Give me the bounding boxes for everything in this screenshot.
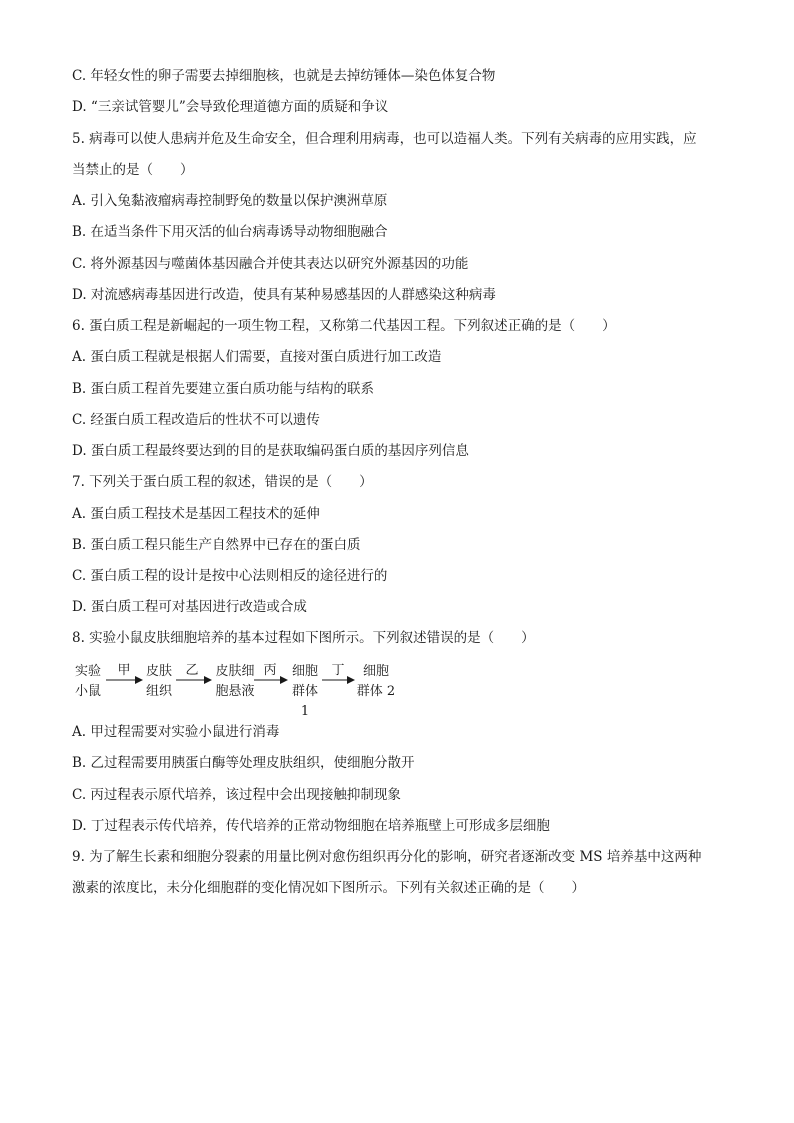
option-a-q8: A. 甲过程需要对实验小鼠进行消毒 bbox=[72, 724, 280, 740]
option-d-q5: D. 对流感病毒基因进行改造，使具有某种易感基因的人群感染这种病毒 bbox=[72, 287, 496, 303]
option-b-q7: B. 蛋白质工程只能生产自然界中已存在的蛋白质 bbox=[72, 537, 361, 553]
option-b-q5: B. 在适当条件下用灭活的仙台病毒诱导动物细胞融合 bbox=[72, 224, 388, 240]
node-cell-population-2-top: 细胞 bbox=[362, 664, 389, 679]
option-a-q5: A. 引入兔黏液瘤病毒控制野兔的数量以保护澳洲草原 bbox=[72, 193, 388, 209]
option-d-q7: D. 蛋白质工程可对基因进行改造或合成 bbox=[72, 599, 307, 615]
option-c-q6: C. 经蛋白质工程改造后的性状不可以遗传 bbox=[72, 412, 320, 428]
option-d-q8: D. 丁过程表示传代培养，传代培养的正常动物细胞在培养瓶壁上可形成多层细胞 bbox=[72, 818, 550, 834]
node-cell-suspension-top: 皮肤细 bbox=[215, 664, 255, 679]
question-8-stem: 8. 实验小鼠皮肤细胞培养的基本过程如下图所示。下列叙述错误的是（ ） bbox=[72, 630, 535, 646]
question-5-stem: 5. 病毒可以使人患病并危及生命安全，但合理利用病毒，也可以造福人类。下列有关病毒的应用实践，应 bbox=[72, 131, 697, 147]
node-cell-suspension-bottom: 胞悬液 bbox=[215, 684, 255, 699]
question-7-stem: 7. 下列关于蛋白质工程的叙述，错误的是（ ） bbox=[72, 474, 373, 490]
option-c-q7: C. 蛋白质工程的设计是按中心法则相反的途径进行的 bbox=[72, 568, 388, 584]
question-9-stem-cont: 激素的浓度比，未分化细胞群的变化情况如下图所示。下列有关叙述正确的是（ ） bbox=[72, 880, 585, 896]
option-d-q4: D. “三亲试管婴儿”会导致伦理道德方面的质疑和争议 bbox=[72, 99, 389, 115]
node-mouse-top: 实验 bbox=[74, 664, 101, 679]
step-label-yi: 乙 bbox=[185, 663, 199, 678]
culture-process-diagram bbox=[72, 662, 472, 719]
node-cell-population-2-bottom: 群体 2 bbox=[356, 684, 396, 699]
node-cell-population-1-top: 细胞 bbox=[291, 664, 318, 679]
option-c-q4: C. 年轻女性的卵子需要去掉细胞核，也就是去掉纺锤体—染色体复合物 bbox=[72, 68, 496, 84]
option-b-q6: B. 蛋白质工程首先要建立蛋白质功能与结构的联系 bbox=[72, 381, 375, 397]
node-cell-population-1-bottom: 群体 1 bbox=[291, 684, 318, 719]
question-5-stem-cont: 当禁止的是（ ） bbox=[72, 162, 194, 178]
option-c-q5: C. 将外源基因与噬菌体基因融合并使其表达以研究外源基因的功能 bbox=[72, 256, 469, 272]
option-b-q8: B. 乙过程需要用胰蛋白酶等处理皮肤组织，使细胞分散开 bbox=[72, 755, 415, 771]
node-skin-tissue-top: 皮肤 bbox=[145, 664, 172, 679]
option-d-q6: D. 蛋白质工程最终要达到的目的是获取编码蛋白质的基因序列信息 bbox=[72, 443, 469, 459]
step-label-bing: 丙 bbox=[263, 663, 277, 678]
option-a-q7: A. 蛋白质工程技术是基因工程技术的延伸 bbox=[72, 506, 320, 522]
question-6-stem: 6. 蛋白质工程是新崛起的一项生物工程，又称第二代基因工程。下列叙述正确的是（ ） bbox=[72, 318, 616, 334]
question-9-stem: 9. 为了解生长素和细胞分裂素的用量比例对愈伤组织再分化的影响，研究者逐渐改变 MS 培养基中这两种 bbox=[72, 849, 702, 865]
option-a-q6: A. 蛋白质工程就是根据人们需要，直接对蛋白质进行加工改造 bbox=[72, 349, 442, 365]
option-c-q8: C. 丙过程表示原代培养，该过程中会出现接触抑制现象 bbox=[72, 787, 401, 803]
flow-arrows bbox=[72, 662, 472, 706]
node-mouse-bottom: 小鼠 bbox=[74, 684, 101, 699]
step-label-jia: 甲 bbox=[117, 663, 131, 678]
step-label-ding: 丁 bbox=[331, 663, 345, 678]
node-skin-tissue-bottom: 组织 bbox=[145, 684, 172, 699]
